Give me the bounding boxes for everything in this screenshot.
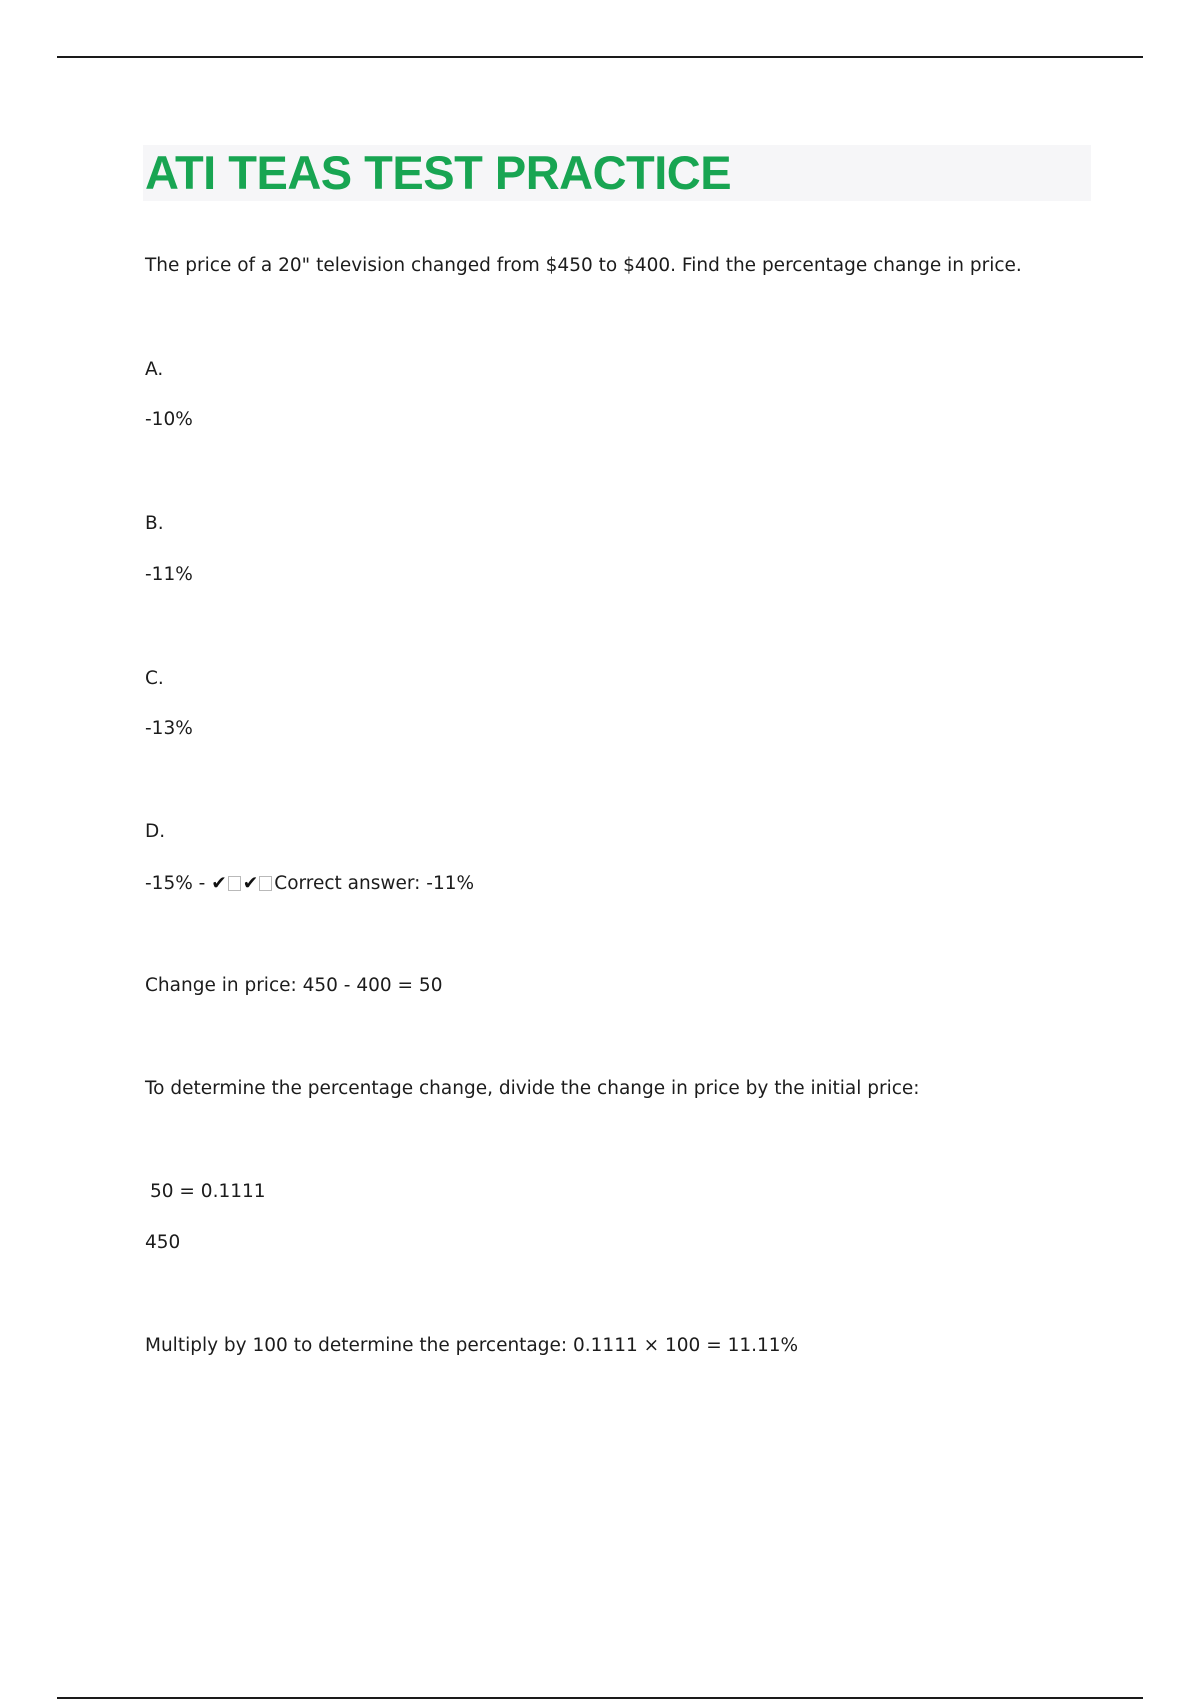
multiply-text: Multiply by 100 to determine the percentage: 0.1111 × 100 = 11.11% xyxy=(145,1335,799,1356)
header-rule xyxy=(57,56,1143,58)
fraction-denominator: 450 xyxy=(145,1232,181,1253)
instruction-text: To determine the percentage change, divide the change in price by the initial price: xyxy=(145,1078,920,1099)
option-c-value: -13% xyxy=(145,718,193,739)
option-b-letter: B. xyxy=(145,513,164,534)
footer-rule xyxy=(57,1697,1143,1699)
missing-glyph-box-icon xyxy=(228,876,241,891)
document-title: ATI TEAS TEST PRACTICE xyxy=(145,146,732,199)
option-a-letter: A. xyxy=(145,359,164,380)
option-b-value: -11% xyxy=(145,564,193,585)
change-in-price-text: Change in price: 450 - 400 = 50 xyxy=(145,975,443,996)
fraction-numerator-line: 50 = 0.1111 xyxy=(150,1181,266,1202)
option-d-answer-line xyxy=(145,872,474,896)
correct-answer-text: Correct answer: -11% xyxy=(274,873,475,894)
check-mark-icon: ✔ xyxy=(242,873,259,894)
check-mark-icon: ✔ xyxy=(211,873,227,894)
option-a-value: -10% xyxy=(145,409,193,430)
option-c-letter: C. xyxy=(145,668,164,689)
question-text: The price of a 20" television changed from $450 to $400. Find the percentage change in price. xyxy=(145,255,1022,276)
option-d-letter: D. xyxy=(145,821,166,842)
option-d-value: -15% - xyxy=(145,873,206,894)
missing-glyph-box-icon xyxy=(259,876,272,891)
